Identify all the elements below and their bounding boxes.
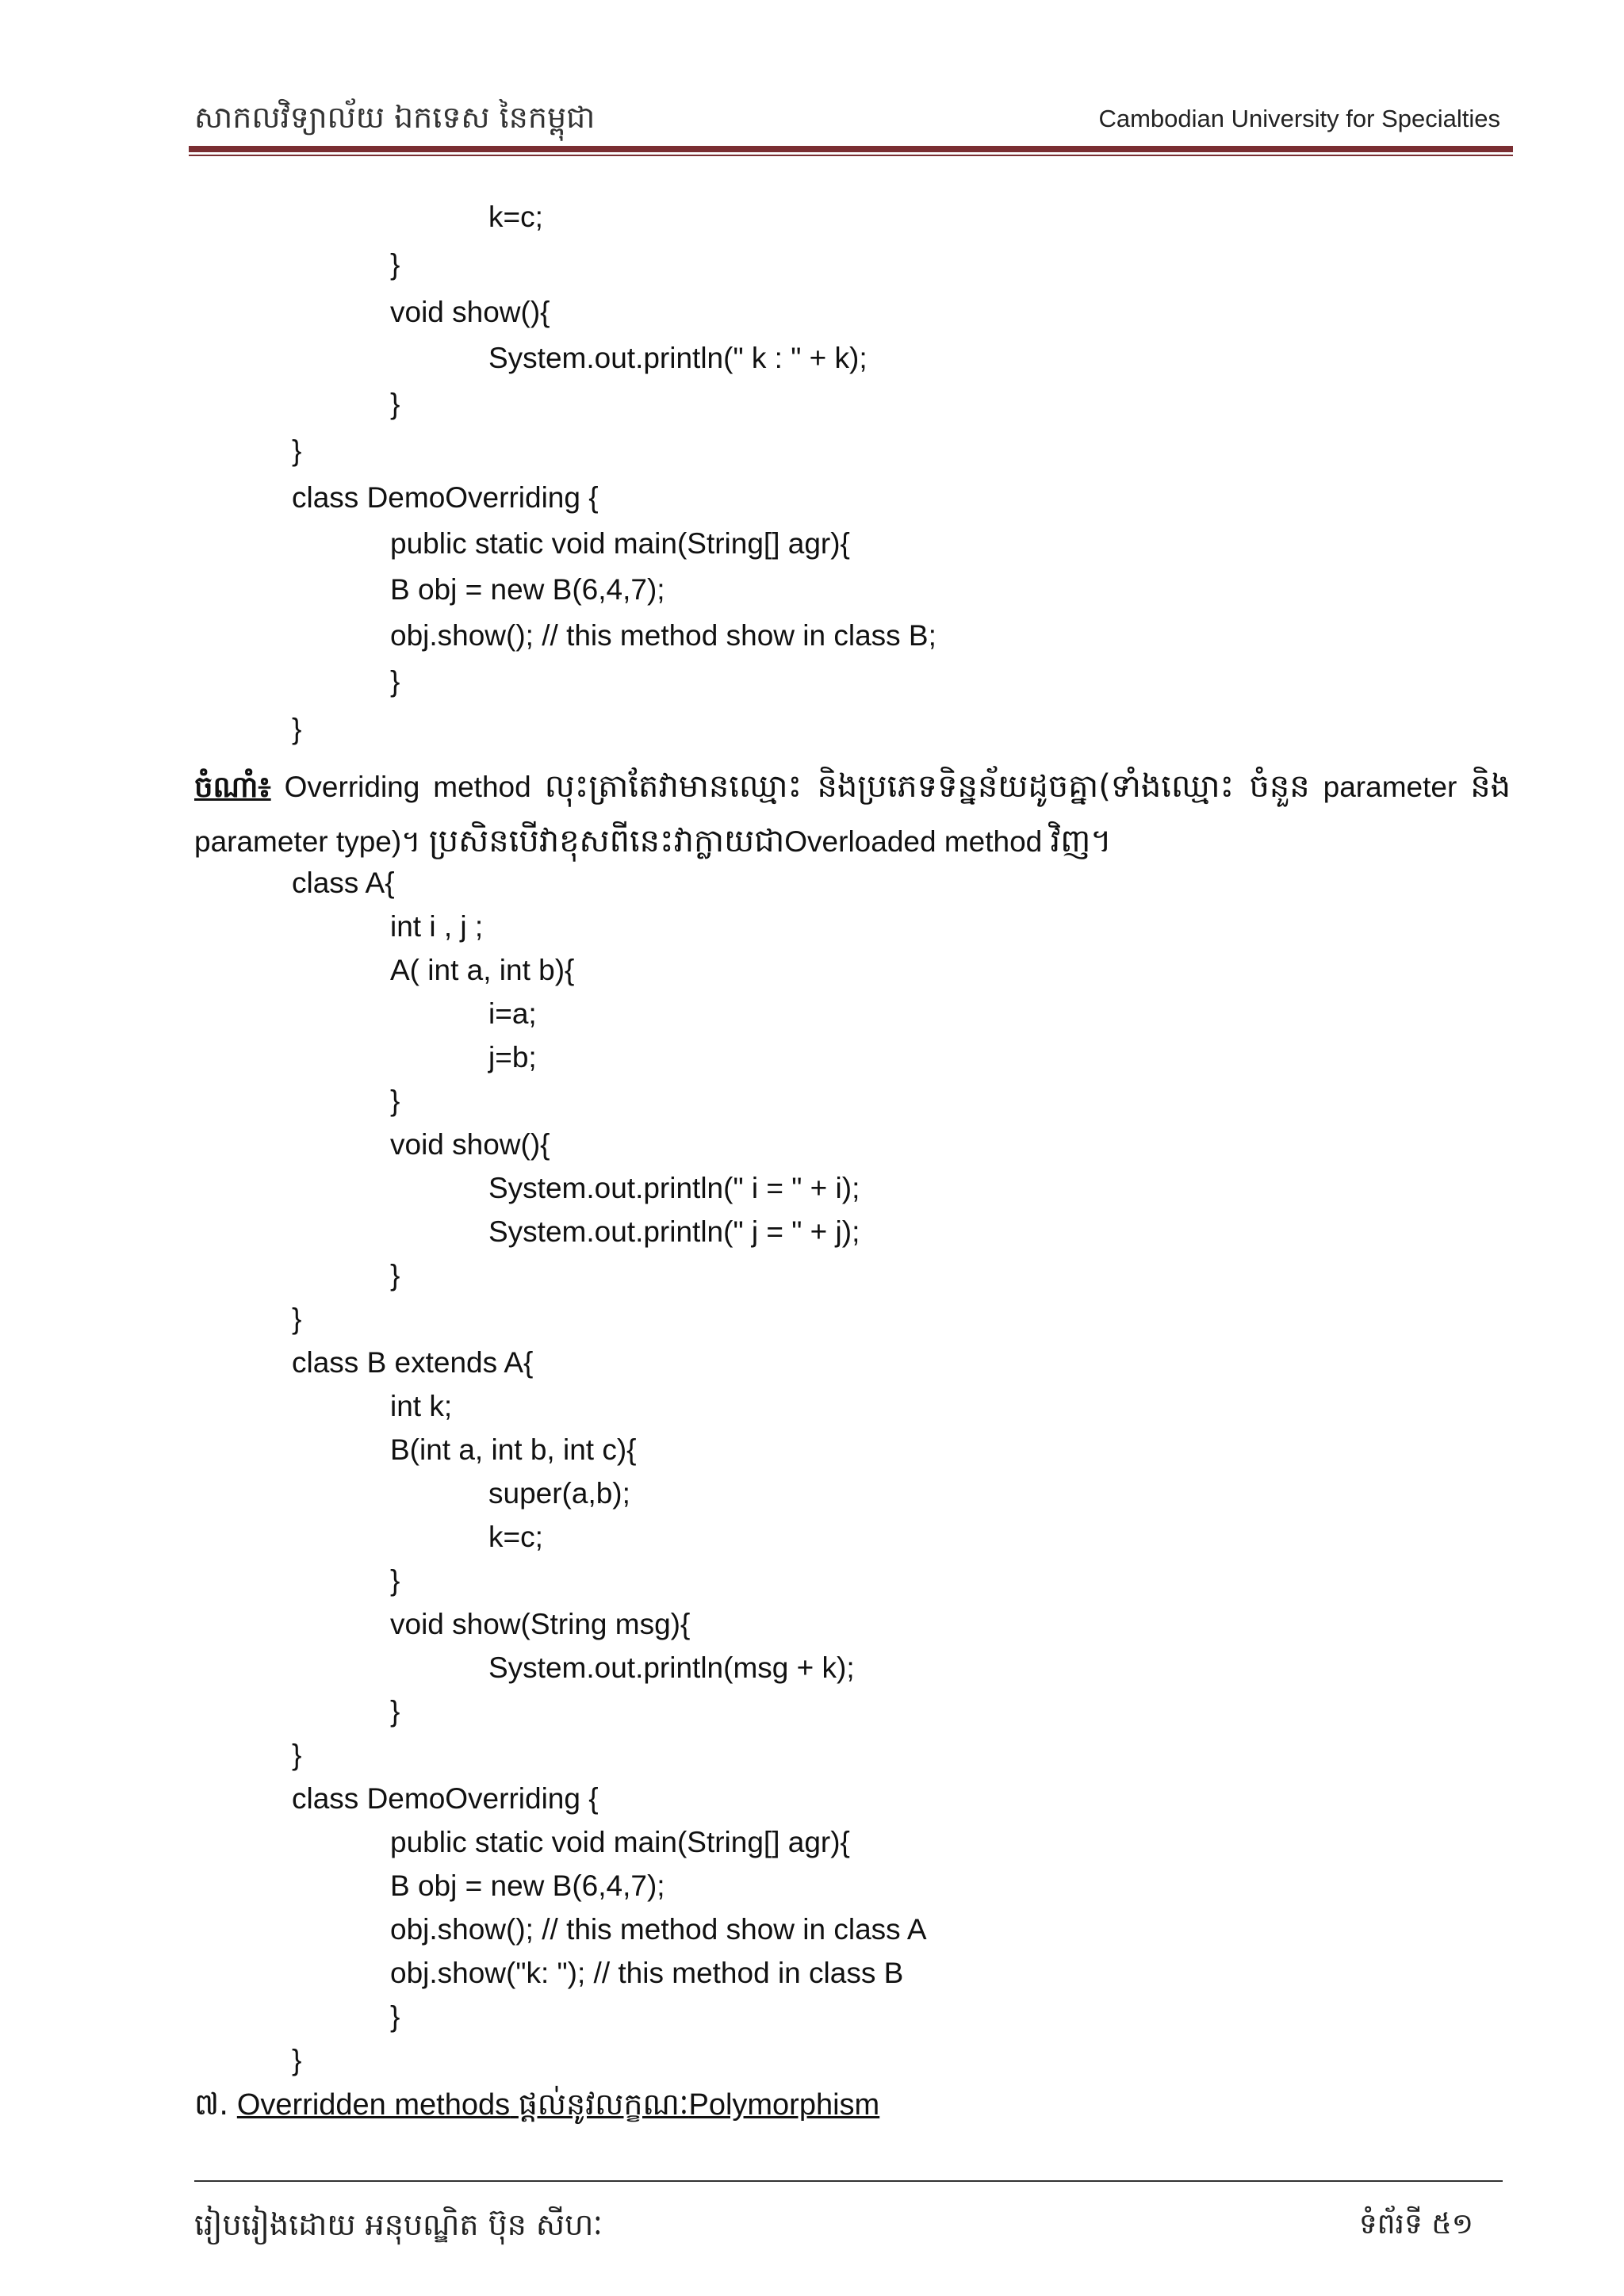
code-line: System.out.println(" k : " + k);	[488, 342, 868, 374]
note-text: វិញ។	[1050, 823, 1112, 859]
code-line: }	[292, 2044, 302, 2076]
header-rule	[189, 146, 1513, 152]
code-line: int k;	[390, 1390, 453, 1422]
code-line: B obj = new B(6,4,7);	[390, 1869, 665, 1902]
note-text: Overloaded method	[784, 825, 1043, 858]
note-text: និង	[1470, 768, 1511, 805]
code-line: void show(String msg){	[390, 1608, 691, 1640]
code-line: }	[390, 1259, 400, 1292]
code-line: }	[292, 1303, 302, 1335]
section-title-en: Overridden methods	[236, 2088, 511, 2122]
code-line: class DemoOverriding {	[292, 481, 599, 514]
footer-page-number: ទំព័រទី ៥១	[1358, 2208, 1473, 2241]
code-line: class B extends A{	[292, 1346, 534, 1379]
code-line: }	[390, 665, 400, 698]
note-text: parameter	[1323, 771, 1457, 803]
code-line: class A{	[292, 867, 395, 899]
code-line: B obj = new B(6,4,7);	[390, 573, 665, 606]
section-title	[237, 2088, 879, 2122]
code-line: }	[390, 248, 400, 281]
note-text: ប្រសិនបើវាខុសពីនេះវាក្លាយជា	[428, 823, 785, 859]
code-line: System.out.println(" i = " + i);	[488, 1172, 860, 1204]
code-line: B(int a, int b, int c){	[390, 1433, 637, 1466]
code-line: System.out.println(" j = " + j);	[488, 1215, 860, 1248]
code-line: k=c;	[488, 1521, 543, 1553]
code-line: obj.show("k: "); // this method in class B	[390, 1957, 904, 1989]
header-rule-thin	[189, 155, 1513, 156]
section-heading	[194, 2085, 879, 2130]
code-line: }	[292, 1739, 302, 1771]
code-line: void show(){	[390, 1128, 550, 1161]
code-line: }	[292, 434, 302, 467]
code-line: A( int a, int b){	[390, 954, 575, 986]
code-line: int i , j ;	[390, 910, 484, 943]
section-number: ៧.	[194, 2087, 229, 2122]
section-title-tail: Polymorphism	[688, 2088, 880, 2122]
footer-author: រៀបរៀងដោយ អនុបណ្ឌិត ប៊ុន សីហៈ	[194, 2207, 603, 2242]
code-line: }	[390, 2000, 400, 2033]
note-text: លុះត្រាតែវាមានឈ្មោះ និងប្រភេទទិន្នន័យដូចគ្នា(ទាំងឈ្មោះ ចំនួន	[544, 768, 1310, 805]
footer-rule	[194, 2180, 1503, 2182]
note-label: ចំណាំ៖	[194, 770, 271, 804]
code-line: class DemoOverriding {	[292, 1782, 599, 1815]
code-line: public static void main(String[] agr){	[390, 527, 850, 560]
header-university-khmer: សាកលវិទ្យាល័យ ឯកទេស នៃកម្ពុជា	[194, 100, 596, 135]
code-line: super(a,b);	[488, 1477, 630, 1510]
code-line: k=c;	[488, 201, 543, 233]
code-line: public static void main(String[] agr){	[390, 1826, 850, 1858]
section-title-kh: ផ្តល់នូវលក្ខណៈ	[518, 2087, 689, 2122]
code-line: i=a;	[488, 997, 537, 1030]
code-line: obj.show(); // this method show in class A	[390, 1913, 927, 1946]
note-paragraph	[194, 760, 1511, 869]
code-line: obj.show(); // this method show in class B;	[390, 619, 936, 652]
note-text: parameter type)។	[194, 825, 421, 858]
code-line: }	[390, 1695, 400, 1728]
code-line: System.out.println(msg + k);	[488, 1651, 855, 1684]
note-text: Overriding method	[284, 771, 531, 803]
code-line: }	[292, 713, 302, 745]
code-line: j=b;	[488, 1041, 537, 1073]
code-line: }	[390, 1564, 400, 1597]
header-university-english: Cambodian University for Specialties	[1098, 105, 1500, 132]
code-line: }	[390, 1085, 400, 1117]
code-line: void show(){	[390, 296, 550, 328]
code-line: }	[390, 388, 400, 420]
